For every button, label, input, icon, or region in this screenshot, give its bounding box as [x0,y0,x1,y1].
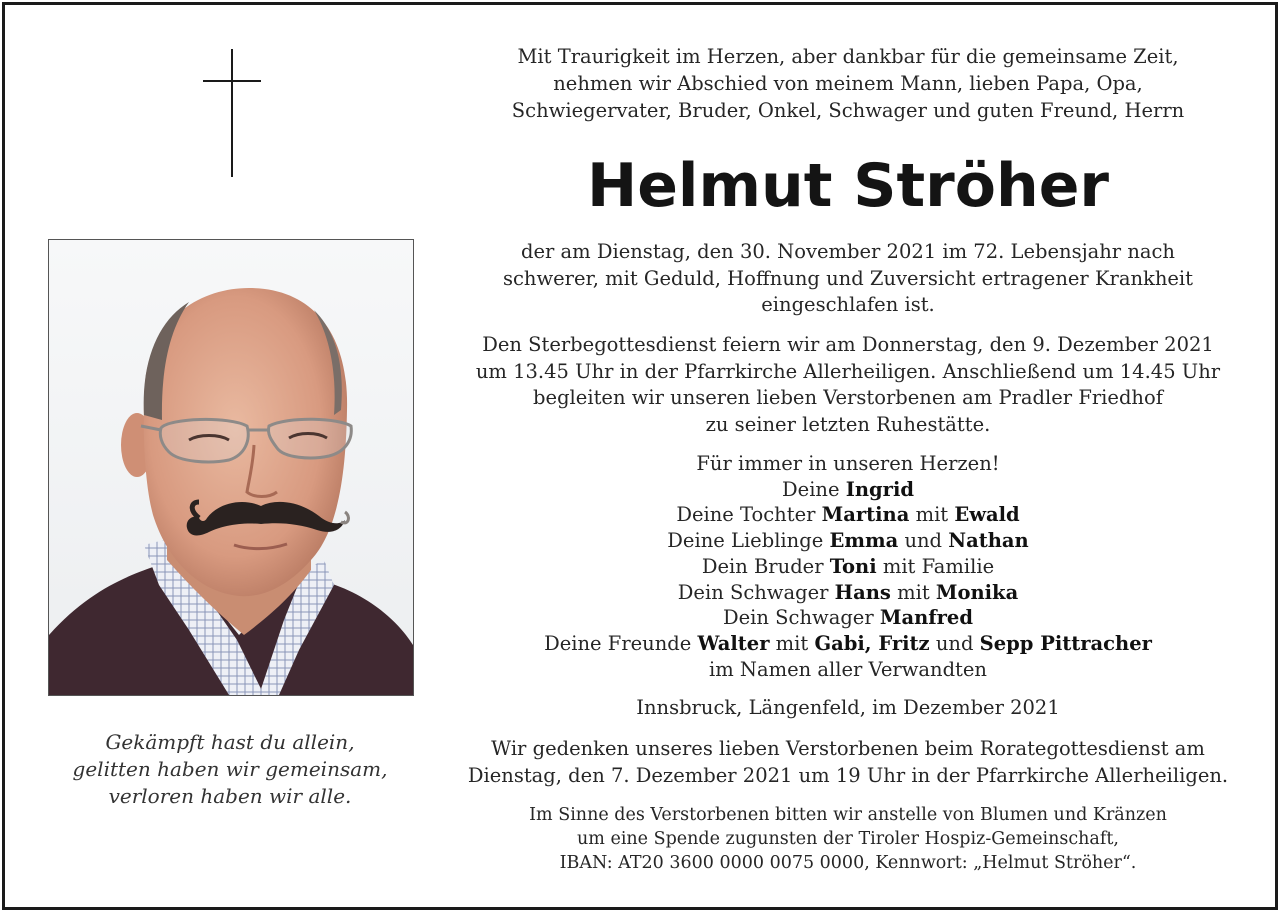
quote-line: verloren haben wir alle. [108,784,352,808]
intro-text [458,43,1238,124]
rorate-line: Dienstag, den 7. Dezember 2021 um 19 Uhr in der Pfarrkirche Allerheiligen. [467,763,1229,787]
deceased-name: Helmut Ströher [587,151,1109,221]
donation-request [458,803,1238,875]
donation-line: um eine Spende zugunsten der Tiroler Hospiz-Gemeinschaft, [577,829,1119,849]
quote-line: Gekämpft hast du allein, [105,730,355,754]
obituary-card [2,2,1278,910]
service-line: um 13.45 Uhr in der Pfarrkirche Allerheiligen. Anschließend um 14.45 Uhr [475,359,1221,383]
service-line: begleiten wir unseren lieben Verstorbenen am Pradler Friedhof [533,386,1163,409]
portrait-photo [48,239,414,696]
family-line-brother-in-law-2: Dein Schwager Manfred [723,606,973,630]
death-line: schwerer, mit Geduld, Hoffnung und Zuversicht ertragener Krankheit [502,266,1194,290]
funeral-service-info [458,332,1238,438]
family-line-daughter: Deine Tochter Martina mit Ewald [676,503,1020,527]
death-notice [458,239,1238,319]
quote-line: gelitten haben wir gemeinsam, [72,757,388,781]
donation-line: IBAN: AT20 3600 0000 0075 0000, Kennwort: „Helmut Ströher“. [559,853,1137,873]
rorate-line: Wir gedenken unseres lieben Verstorbenen beim Rorategottesdienst am [491,737,1205,760]
family-line-brother-in-law: Dein Schwager Hans mit Monika [677,580,1019,604]
family-line-relatives: im Namen aller Verwandten [708,657,987,681]
mourners-list [458,451,1238,682]
family-line-friends: Deine Freunde Walter mit Gabi, Fritz und Sepp Pittracher [544,631,1152,655]
place-date: Innsbruck, Längenfeld, im Dezember 2021 [636,696,1060,719]
death-line: eingeschlafen ist. [761,293,935,316]
intro-line: Schwiegervater, Bruder, Onkel, Schwager und guten Freund, Herrn [511,99,1185,122]
family-heading: Für immer in unseren Herzen! [696,452,1000,475]
service-line: zu seiner letzten Ruhestätte. [705,412,991,436]
family-line-grandchildren: Deine Lieblinge Emma und Nathan [667,529,1029,553]
rorate-service-info [458,736,1238,789]
family-line-brother: Dein Bruder Toni mit Familie [701,554,995,578]
intro-line: nehmen wir Abschied von meinem Mann, lieben Papa, Opa, [553,72,1143,95]
memorial-quote [45,729,415,810]
donation-line: Im Sinne des Verstorbenen bitten wir anstelle von Blumen und Kränzen [529,805,1167,825]
family-line-wife: Deine Ingrid [782,477,914,501]
cross-icon [203,49,261,179]
service-line: Den Sterbegottesdienst feiern wir am Donnerstag, den 9. Dezember 2021 [482,333,1214,356]
death-line: der am Dienstag, den 30. November 2021 im 72. Lebensjahr nach [520,240,1175,263]
intro-line: Mit Traurigkeit im Herzen, aber dankbar für die gemeinsame Zeit, [517,45,1179,68]
